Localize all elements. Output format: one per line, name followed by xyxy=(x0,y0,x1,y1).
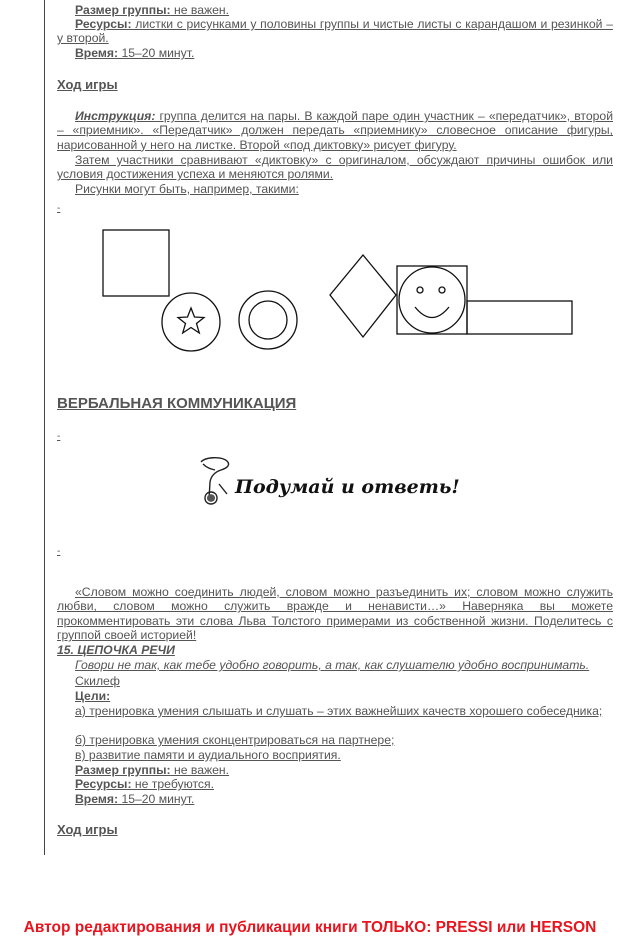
exercise-time-label: Время: xyxy=(75,792,119,806)
game-heading-1: Ход игры xyxy=(57,77,118,92)
time-value: 15–20 минут. xyxy=(118,46,195,60)
footer-notice: Автор редактирования и публикации книги ТОЛЬКО: PRESSI или HERSON xyxy=(23,919,597,936)
left-eye-shape xyxy=(417,287,423,293)
dash-2: - xyxy=(57,431,61,442)
goal-a-text: а) тренировка умения слышать и слушать – этих важнейших качеств хорошего собеседника; xyxy=(75,704,603,718)
exercise-time-line xyxy=(75,792,194,806)
hourglass-icon xyxy=(197,454,237,512)
examples-paragraph: Рисунки могут быть, например, такими: xyxy=(75,182,299,196)
group-size-value: не важен. xyxy=(170,3,230,17)
game-heading-2: Ход игры xyxy=(57,822,118,837)
long-rectangle-shape xyxy=(467,301,572,334)
goal-a xyxy=(75,704,613,718)
exercise-title: 15. ЦЕПОЧКА РЕЧИ xyxy=(57,643,175,657)
face-circle-shape xyxy=(399,267,465,333)
dash-1: - xyxy=(57,203,61,214)
resources-label: Ресурсы: xyxy=(75,17,132,31)
goal-c: в) развитие памяти и аудиального восприятия. xyxy=(75,748,341,762)
star-shape xyxy=(178,308,204,333)
instruction-label: Инструкция: xyxy=(75,109,156,123)
goals-label-text: Цели: xyxy=(75,689,111,703)
exercise-size-value: не важен. xyxy=(170,763,230,777)
exercise-time-value: 15–20 минут. xyxy=(118,792,195,806)
ring-outer-shape xyxy=(239,291,297,349)
time-label: Время: xyxy=(75,46,119,60)
shapes-figure xyxy=(57,222,597,352)
compare-paragraph: Затем участники сравнивают «диктовку» с оригиналом, обсуждают причины ошибок или условия достижения успеха и меняются ролями. xyxy=(57,153,613,182)
epigraph-author: Скилеф xyxy=(75,674,120,688)
think-banner xyxy=(197,454,497,512)
resources-line xyxy=(57,17,613,46)
group-size-label: Размер группы: xyxy=(75,3,171,17)
star-circle-shape xyxy=(162,293,220,351)
diamond-shape xyxy=(330,255,396,337)
dash-3: - xyxy=(57,546,61,557)
exercise-resources-value: не требуются. xyxy=(131,777,215,791)
goals-label xyxy=(75,689,110,703)
right-eye-shape xyxy=(439,287,445,293)
goal-b: б) тренировка умения сконцентрироваться на партнере; xyxy=(75,733,395,747)
exercise-resources-label: Ресурсы: xyxy=(75,777,132,791)
exercise-resources-line xyxy=(75,777,214,791)
exercise-size-label: Размер группы: xyxy=(75,763,171,777)
square-shape xyxy=(103,230,169,296)
epigraph: Говори не так, как тебе удобно говорить, а так, как слушателю удобно воспринимать. xyxy=(75,658,590,672)
smile-shape xyxy=(415,307,449,318)
tolstoy-quote: «Словом можно соединить людей, словом можно разъединить их; словом можно служить любви, словом можно служить вражде и ненависти…» Наверняка вы можете прокомментировать эти слова Льва Толстого примерами из собственной жизни. Поделитесь с группой своей историей! xyxy=(57,585,613,643)
resources-value: листки с рисунками у половины группы и чистые листы с карандашом и резинкой – у второй. xyxy=(57,17,613,46)
think-banner-text: Подумай и ответь! xyxy=(235,476,460,498)
section-heading: ВЕРБАЛЬНАЯ КОММУНИКАЦИЯ xyxy=(57,395,297,412)
instruction-text: группа делится на пары. В каждой паре один участник – «передатчик», второй – «приемник». «Передатчик» должен передать «приемнику» словесное описание фигуры, нарисованной у него на листке. Второй «под диктовку» рисует фигуру. xyxy=(57,109,613,152)
left-margin-rule xyxy=(44,0,45,855)
exercise-size-line xyxy=(75,763,229,777)
face-square-shape xyxy=(397,266,467,334)
group-size-line xyxy=(75,3,613,17)
ring-inner-shape xyxy=(249,301,287,339)
time-line xyxy=(75,46,194,60)
instruction-paragraph xyxy=(57,109,613,152)
